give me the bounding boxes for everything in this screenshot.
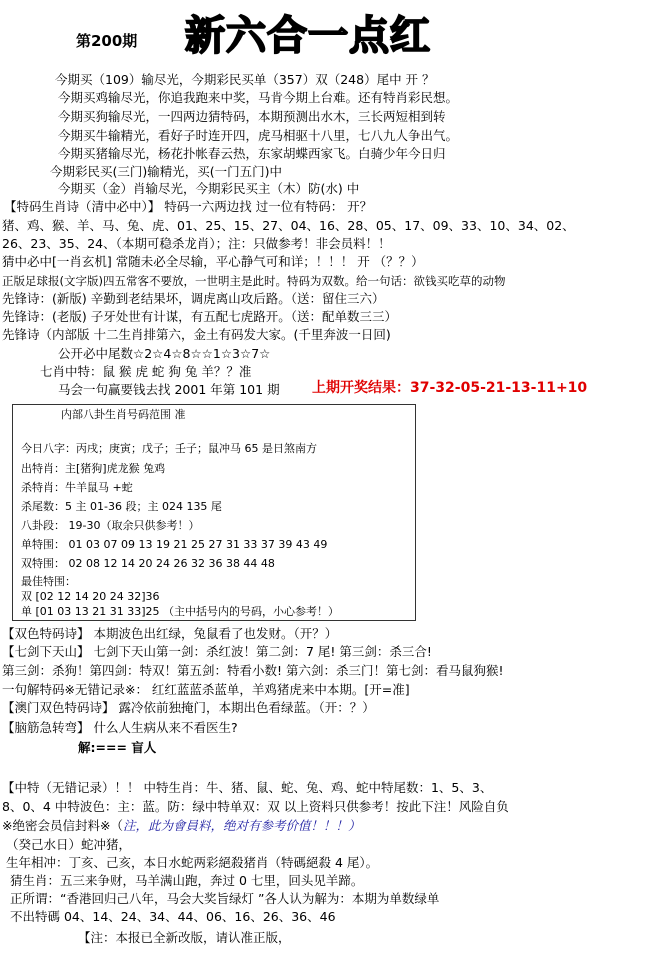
jockey-club-line: 马会一句赢要钱去找 2001 年第 101 期: [58, 382, 280, 397]
box-row: 杀特肖：牛羊鼠马 +蛇: [21, 481, 133, 494]
top-line: 今期买猪输尽光，杨花扑帐春云热，东家胡蝶西家飞。白骑少年今日归: [58, 146, 446, 161]
macau-color-poem: 【澳门双色特码诗】 露冷依前独掩门，本期出色看绿蓝。（开：？）: [2, 700, 375, 715]
box-row: 今日八字：丙戌；庚寅；戊子；壬子；鼠冲马 65 是日煞南方: [21, 442, 317, 455]
brain-teaser-answer: 解:=== 盲人: [78, 740, 157, 755]
football-paper-line: 正版足球报(文字版)四五常客不要放，一世明主是此时。特码为双数。给一句话：欲钱买吃草的动物: [2, 274, 506, 288]
top-line: 今期买牛输精光，看好子时连开四，虎马相驱十八里，七八九人争出气。: [58, 128, 459, 143]
top-line: 今期买（109）输尽光，今期彩民买单（357）双（248）尾中 开 ？: [55, 72, 435, 87]
brain-teaser: 【脑筋急转弯】 什么人生病从来不看医生?: [2, 720, 238, 735]
so-called-line: 正所谓：“香港回归己八年，马会大奖旨绿灯 ”各人认为解为：本期为单数绿单: [10, 891, 440, 906]
box-row: 单 [01 03 13 21 31 33]25 （主中括号内的号码，小心参考！）: [21, 605, 340, 618]
top-line: 今期彩民买(三门)输精光，买(一门五门)中: [50, 164, 283, 179]
box-row: 单特围： 01 03 07 09 13 19 21 25 27 31 33 37 39 43 49: [21, 538, 328, 551]
box-title: 内部八卦生肖号码范围 准: [61, 408, 186, 421]
member-envelope-label: [2, 818, 360, 834]
box-row: 最佳特围：: [21, 575, 76, 588]
tail-number-line: 公开必中尾数☆2☆4☆8☆☆1☆3☆7☆: [58, 346, 271, 361]
special-record-line-2: 8、0、4 中特波色：主：蓝。防：绿中特单双：双 以上资料只供参考！按此下注！风险自负: [2, 799, 509, 814]
box-row: 八卦段： 19-30（取余只供参考！）: [21, 519, 200, 532]
box-row: 双特围： 02 08 12 14 20 24 26 32 36 38 44 48: [21, 557, 275, 570]
pioneer-poem-internal: 先锋诗（内部版 十二生肖排第六，金土有码发大家。(千里奔波一日回): [2, 327, 391, 342]
box-row: 出特肖：主[猪狗]虎龙猴 兔鸡: [21, 462, 166, 475]
seven-zodiac-line: 七肖中特：鼠 猴 虎 蛇 狗 兔 羊？？准: [40, 364, 252, 379]
zodiac-number-list-end: 26、23、35、24、（本期可稳杀龙肖）；注：只做参考！非会员料！！: [2, 236, 391, 251]
issue-number: 第200期: [76, 32, 138, 50]
guess-zodiac-line: 猜中必中[一肖玄机] 常随未必全尽输，平心静气可和详；！！！ 开 （？？）: [2, 254, 424, 269]
last-draw-result: 上期开奖结果：37-32-05-21-13-11+10: [312, 380, 588, 396]
zodiac-number-list: 猪、鸡、猴、羊、马、兔、虎、01、25、15、27、04、16、28、05、17、09、33、10、34、02、: [2, 218, 575, 233]
day-line: （癸己水日）蛇冲猪，: [6, 837, 132, 852]
box-row: 双 [02 12 14 20 24 32]36: [21, 590, 160, 603]
excluded-numbers: 不出特碼 04、14、24、34、44、06、16、26、36、46: [10, 909, 336, 924]
member-envelope-title: ※绝密会员信封料※（: [2, 818, 123, 833]
top-line: 今期买（金）肖输尽光，今期彩民买主（木）防(水) 中: [58, 181, 360, 196]
seven-swords-line: 【七剑下天山】 七剑下天山第一剑：杀红波！第二剑：7 尾! 第三剑：杀三合!: [2, 644, 432, 659]
conflict-line: 生年相冲：丁亥、己亥，本日水蛇两彩絕殺猪肖（特碼絕殺 4 尾）。: [6, 855, 379, 870]
member-envelope-note: 注，此为會員料，绝对有参考价值！！！）: [122, 818, 361, 833]
top-line: 今期买鸡输尽光，你追我跑来中奖，马肯今期上台难。还有特肖彩民想。: [58, 90, 459, 105]
bagua-range-box: [12, 404, 416, 621]
one-sentence-line: 一句解特码※无错记录※： 红红蓝蓝杀蓝单，羊鸡猪虎来中本期。[开=准]: [2, 682, 410, 697]
special-record-line: 【中特（无错记录）！！ 中特生肖：牛、猪、鼠、蛇、兔、鸡、蛇中特尾数：1、5、3、: [2, 780, 493, 795]
guess-riddle: 猜生肖：五三来争财，马羊满山跑，奔过 0 七里，回头见羊蹄。: [10, 873, 364, 888]
top-line: 今期买狗输尽光，一四两边猜特码，本期预测出水木，三长两短相到转: [58, 109, 446, 124]
double-color-poem: 【双色特码诗】 本期波色出红绿，兔鼠看了也发财。（开？）: [2, 626, 338, 641]
special-code-poem: 【特码生肖诗（清中必中）】 特码一六两边找 过一位有特码： 开？: [4, 199, 373, 214]
box-row: 杀尾数：5 主 01-36 段；主 024 135 尾: [21, 500, 222, 513]
page-title: 新六合一点红: [185, 13, 431, 59]
pioneer-poem-old: 先锋诗：(老版) 子牙处世有计谋，有五配七虎路开。（送：配单数三三）: [2, 309, 397, 324]
pioneer-poem-new: 先锋诗：(新版) 辛勤到老结果坏，调虎离山攻后路。（送：留住三六）: [2, 291, 385, 306]
footer-note: 【注：本报已全新改版，请认准正版，: [78, 930, 291, 945]
seven-swords-line-2: 第三剑：杀狗！第四剑：特双！第五剑：特看小数! 第六剑：杀三门！第七剑：看马鼠狗猴!: [2, 663, 504, 678]
